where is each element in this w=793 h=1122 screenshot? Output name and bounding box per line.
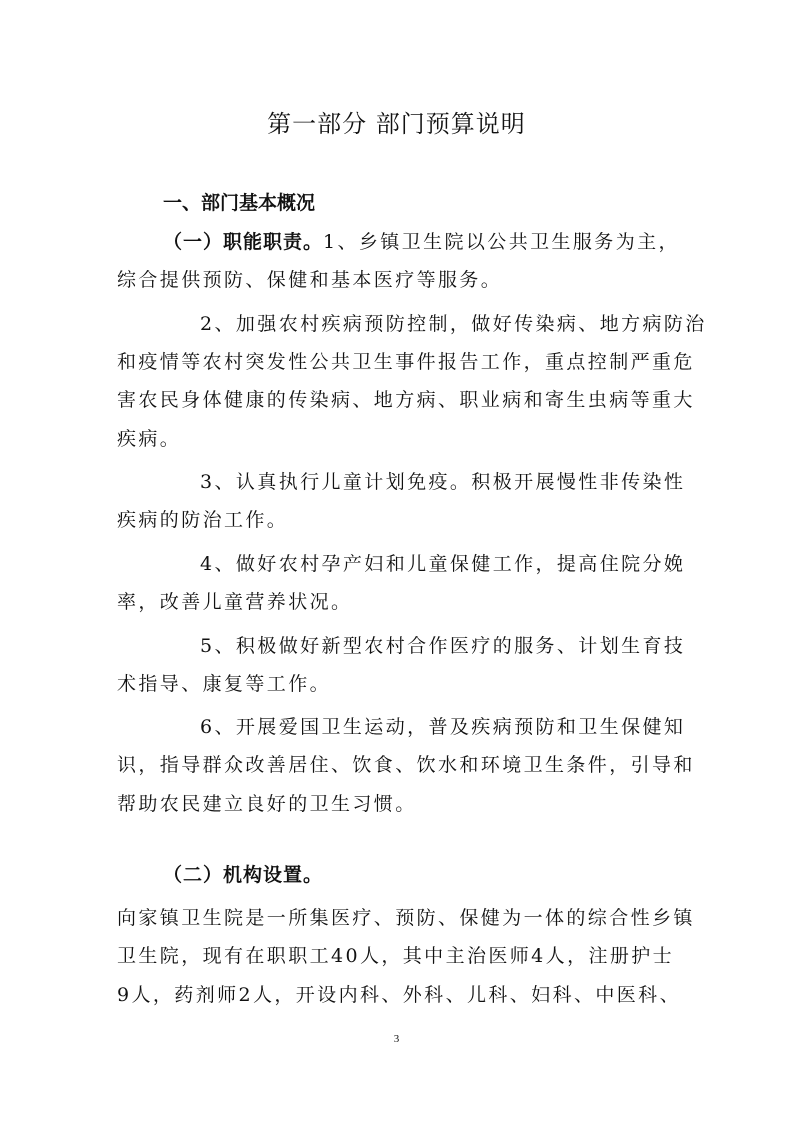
page-title: 第一部分 部门预算说明 (267, 110, 526, 138)
paragraph-line: 2、加强农村疾病预防控制，做好传染病、地方病防治 (200, 313, 707, 335)
subsection-label: （二）机构设置。 (163, 864, 324, 886)
section-heading: 一、部门基本概况 (163, 192, 316, 214)
paragraph-line: 率，改善儿童营养状况。 (117, 591, 353, 613)
paragraph-line: 6、开展爱国卫生运动，普及疾病预防和卫生保健知 (200, 716, 686, 738)
page-number: 3 (393, 1033, 400, 1045)
paragraph-line (163, 863, 323, 887)
paragraph-line: 识，指导群众改善居住、饮食、饮水和环境卫生条件，引导和 (117, 754, 695, 776)
paragraph-line: 综合提供预防、保健和基本医疗等服务。 (117, 269, 503, 291)
paragraph-line: 3、认真执行儿童计划免疫。积极开展慢性非传染性 (200, 471, 686, 493)
paragraph-line: 向家镇卫生院是一所集医疗、预防、保健为一体的综合性乡镇 (117, 907, 695, 929)
subsection-label: （一）职能职责。 (163, 231, 324, 253)
paragraph-line: 害农民身体健康的传染病、地方病、职业病和寄生虫病等重大 (117, 389, 695, 411)
paragraph-line (163, 230, 680, 254)
paragraph-line: 卫生院，现有在职职工40人，其中主治医师4人，注册护士 (117, 945, 675, 967)
paragraph-line: 5、积极做好新型农村合作医疗的服务、计划生育技 (200, 635, 686, 657)
paragraph-line: 9人，药剂师2人，开设内科、外科、儿科、妇科、中医科、 (117, 984, 681, 1006)
paragraph-line: 疾病。 (117, 428, 182, 450)
paragraph-line: 4、做好农村孕产妇和儿童保健工作，提高住院分娩 (200, 553, 686, 575)
paragraph-line: 疾病的防治工作。 (117, 509, 289, 531)
paragraph-line: 帮助农民建立良好的卫生习惯。 (117, 793, 417, 815)
paragraph-line: 和疫情等农村突发性公共卫生事件报告工作，重点控制严重危 (117, 351, 695, 373)
paragraph-line: 术指导、康复等工作。 (117, 673, 332, 695)
paragraph-text: 1、乡镇卫生院以公共卫生服务为主， (323, 231, 680, 253)
